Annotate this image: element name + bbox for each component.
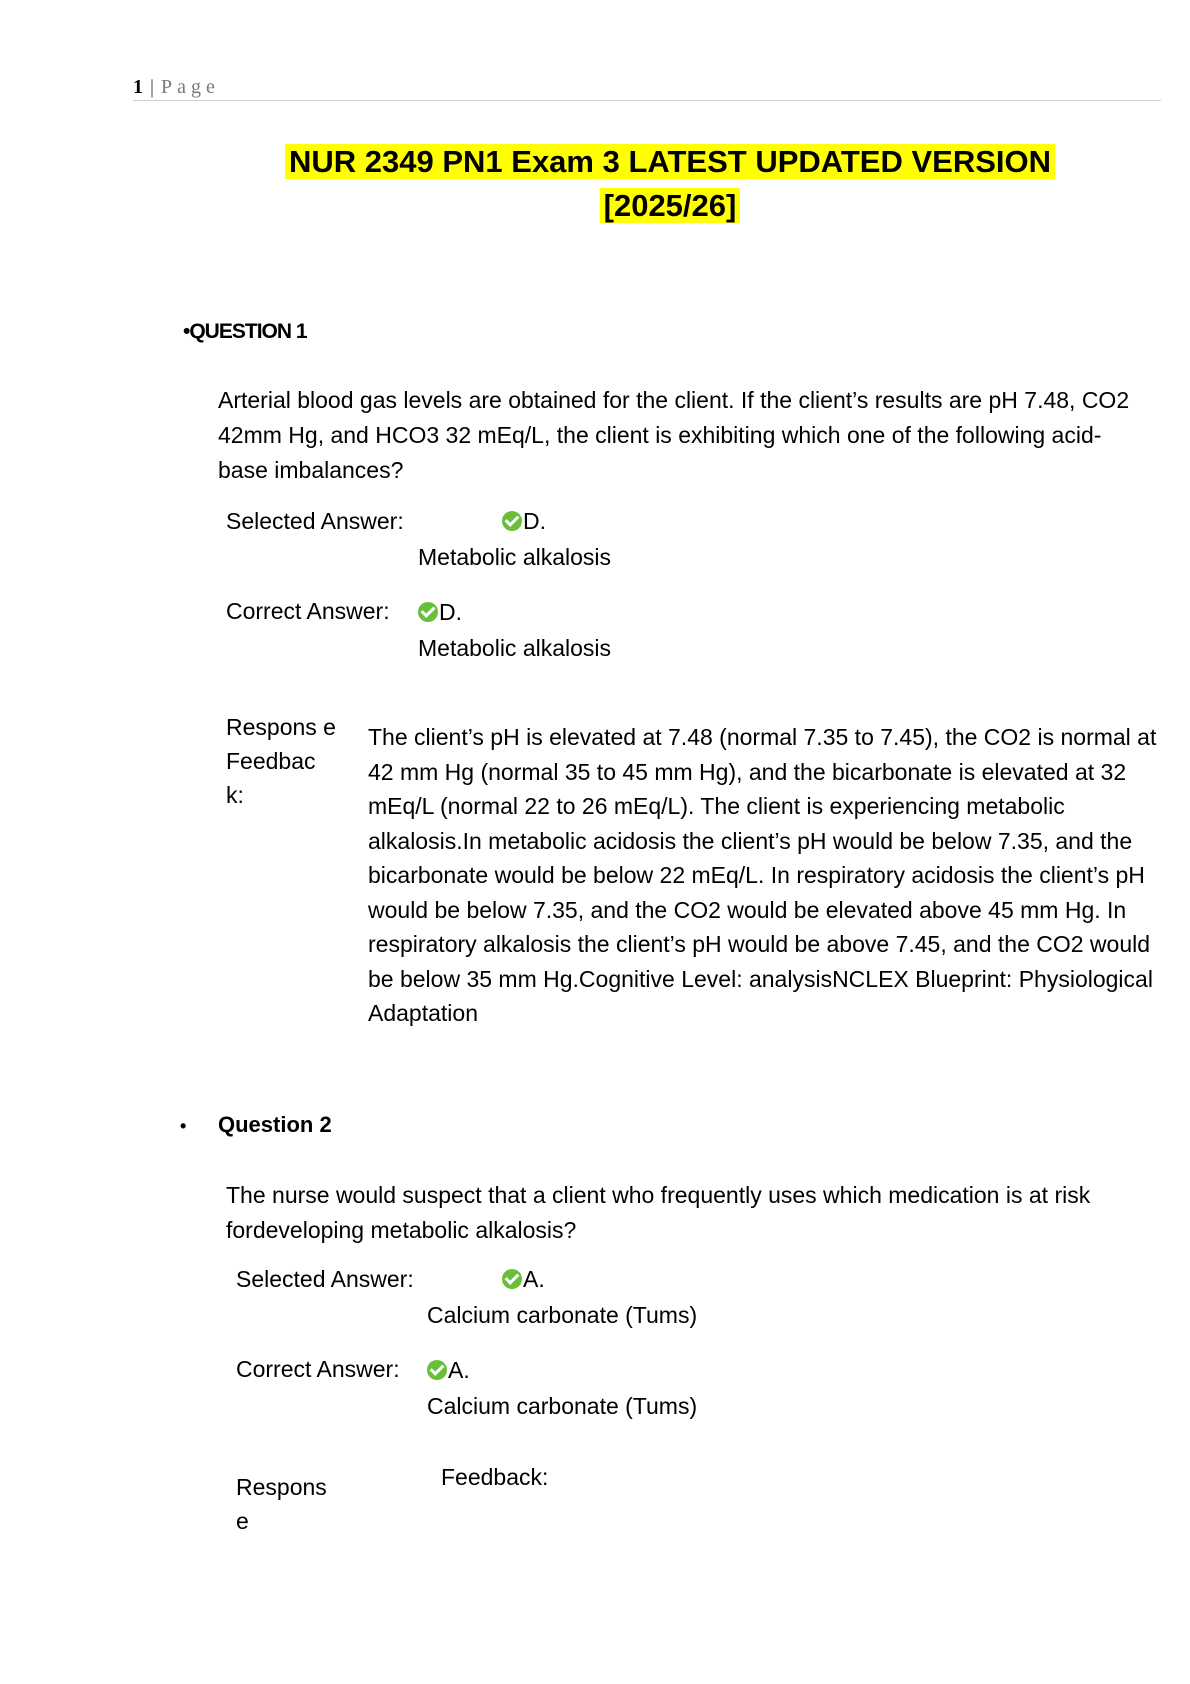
q2-correct-answer-letter xyxy=(427,1352,470,1388)
check-circle-icon xyxy=(502,1269,522,1289)
q2-selected-letter: A. xyxy=(523,1266,545,1292)
check-circle-icon xyxy=(502,511,522,531)
page-number: 1 xyxy=(133,76,143,98)
q2-feedback-label: Feedback: xyxy=(441,1464,549,1490)
q2-selected-answer-letter xyxy=(502,1261,545,1297)
page-header xyxy=(133,76,1161,101)
q1-selected-letter: D. xyxy=(523,508,546,534)
q2-correct-answer-label: Correct Answer: xyxy=(236,1356,400,1382)
q1-correct-answer-text: Metabolic alkalosis xyxy=(418,635,612,661)
title-line-2: [2025/26] xyxy=(600,188,741,223)
question-1-prompt: Arterial blood gas levels are obtained for the client. If the client’s results are pH 7.48, CO2 42mm Hg, and HCO3 32 mEq/L, the client is exhibiting which one of the following acid-base imbalances? xyxy=(218,387,1130,483)
q2-selected-answer-text: Calcium carbonate (Tums) xyxy=(427,1302,698,1328)
q1-correct-letter: D. xyxy=(439,599,462,625)
check-circle-icon xyxy=(427,1360,447,1380)
q2-correct-letter: A. xyxy=(448,1357,470,1383)
bullet: • xyxy=(180,1116,187,1136)
page-word: Page xyxy=(161,76,220,98)
q1-feedback-text: The client’s pH is elevated at 7.48 (normal 7.35 to 7.45), the CO2 is normal at 42 mm Hg (normal 35 to 45 mm Hg), and the bicarbonate is elevated at 32 mEq/L (normal 22 to 26 mEq/L). The client is experiencing metabolic alkalosis.In metabolic acidosis the client’s pH would be below 7.35, and the bicarbonate would be below 22 mEq/L. In respiratory acidosis the client’s pH would be below 7.35, and the CO2 would be elevated above 45 mm Hg. In respiratory alkalosis the client’s pH would be above 7.45, and the CO2 would be below 35 mm Hg.Cognitive Level: analysisNCLEX Blueprint: Physiological Adaptation xyxy=(368,724,1157,1026)
q1-selected-answer-letter xyxy=(502,503,546,539)
q1-correct-answer-label: Correct Answer: xyxy=(226,598,390,624)
document-title xyxy=(200,140,1140,228)
q2-correct-answer-text: Calcium carbonate (Tums) xyxy=(427,1393,698,1419)
page-separator: | xyxy=(150,76,155,98)
title-line-1: NUR 2349 PN1 Exam 3 LATEST UPDATED VERSION xyxy=(285,144,1055,179)
question-1-heading: •QUESTION 1 xyxy=(183,320,307,343)
q2-selected-answer-label: Selected Answer: xyxy=(236,1266,414,1292)
q1-selected-answer-text: Metabolic alkalosis xyxy=(418,544,612,570)
q1-response-feedback-label: Respons e Feedbac k: xyxy=(226,714,336,808)
check-circle-icon xyxy=(418,602,438,622)
q2-response-label: Respons e xyxy=(236,1474,327,1534)
q1-correct-answer-letter xyxy=(418,594,462,630)
q1-selected-answer-label: Selected Answer: xyxy=(226,508,404,534)
question-2-heading xyxy=(180,1112,332,1138)
question-2-title: Question 2 xyxy=(218,1112,332,1137)
question-2-prompt: The nurse would suspect that a client who frequently uses which medication is at risk fordeveloping metabolic alkalosis? xyxy=(226,1182,1091,1243)
